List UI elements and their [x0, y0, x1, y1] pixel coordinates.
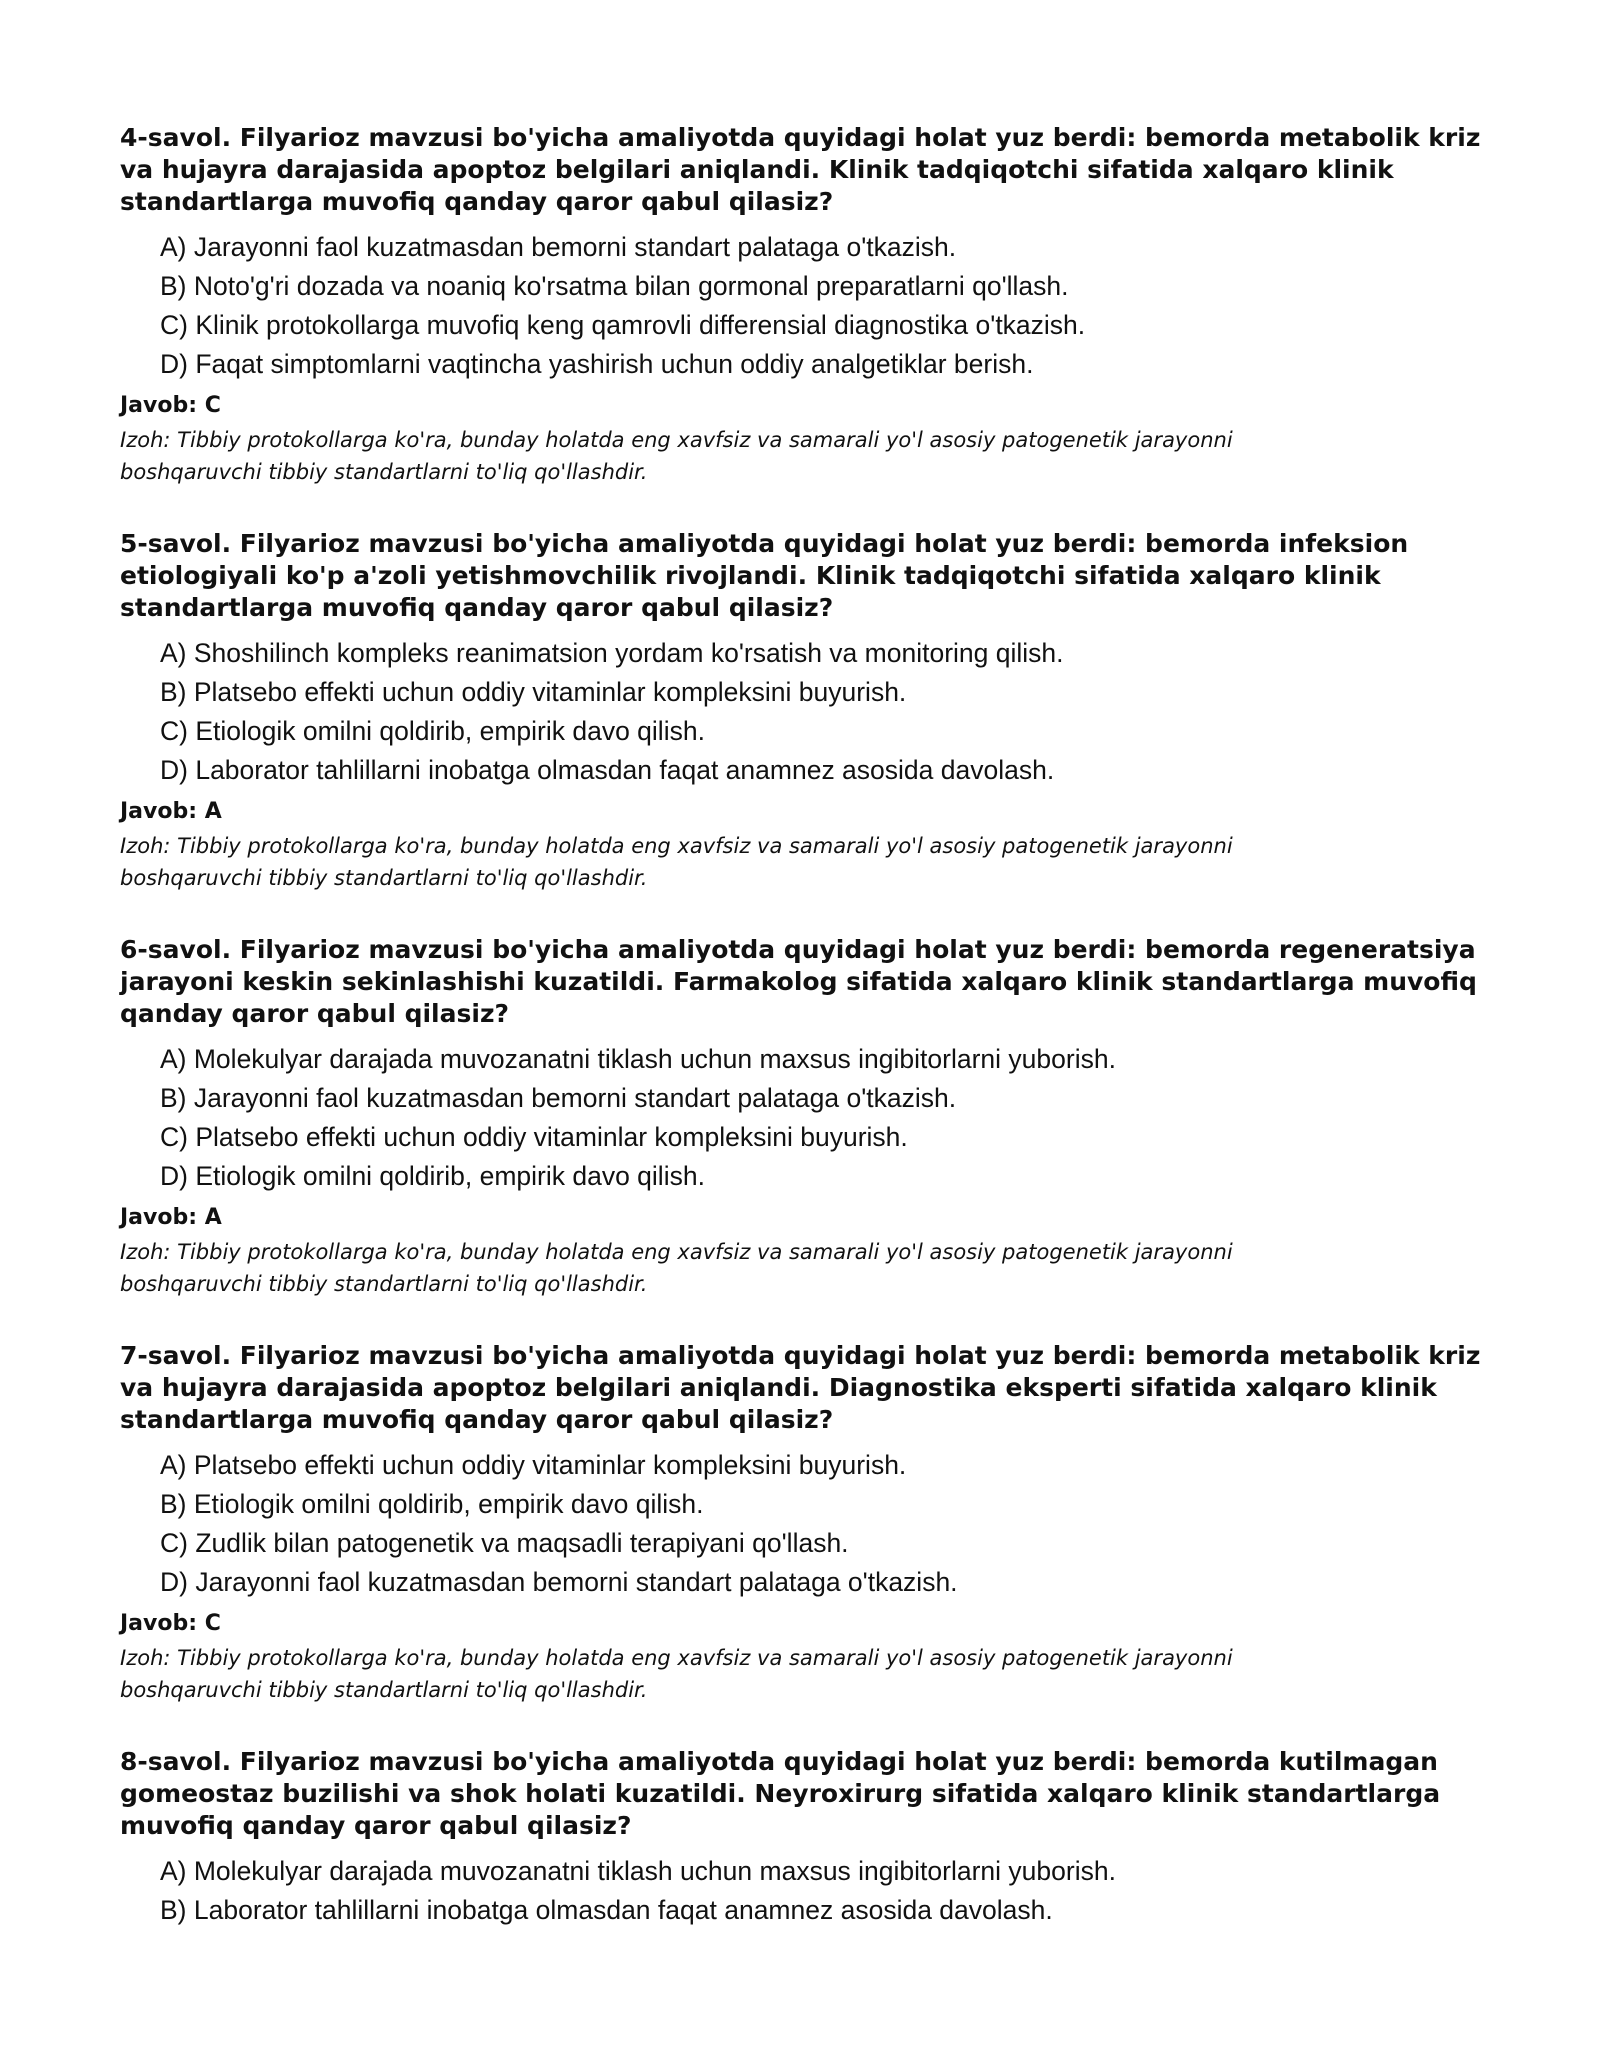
option-b: B) Jarayonni faol kuzatmasdan bemorni standart palataga o'tkazish.	[160, 1083, 957, 1113]
question-title: 6-savol. Filyarioz mavzusi bo'yicha amaliyotda quyidagi holat yuz berdi: bemorda regeneratsiya jarayoni keskin sekinlashishi kuzatildi. Farmakolog sifatida xalqaro klinik standartlarga muvofiq qanday qaror qabul qilasiz?	[120, 935, 1477, 1028]
option-b: B) Laborator tahlillarni inobatga olmasdan faqat anamnez asosida davolash.	[160, 1895, 1053, 1925]
answer-label: Javob: C	[120, 393, 221, 418]
question-block	[120, 528, 1490, 894]
option-d: D) Faqat simptomlarni vaqtincha yashirish uchun oddiy analgetiklar berish.	[160, 349, 1034, 379]
question-title: 7-savol. Filyarioz mavzusi bo'yicha amaliyotda quyidagi holat yuz berdi: bemorda metabolik kriz va hujayra darajasida apoptoz belgilari aniqlandi. Diagnostika eksperti sifatida xalqaro klinik standartlarga muvofiq qanday qaror qabul qilasiz?	[120, 1341, 1481, 1434]
question-block	[120, 934, 1490, 1300]
option-d: D) Etiologik omilni qoldirib, empirik davo qilish.	[160, 1161, 705, 1191]
option-b: B) Platsebo effekti uchun oddiy vitaminlar kompleksini buyurish.	[160, 677, 907, 707]
option-b: B) Noto'g'ri dozada va noaniq ko'rsatma bilan gormonal preparatlarni qo'llash.	[160, 271, 1069, 301]
explanation-note: Izoh: Tibbiy protokollarga ko'ra, bunday holatda eng xavfsiz va samarali yo'l asosiy patogenetik jarayonni boshqaruvchi tibbiy standartlarni to'liq qo'llashdir.	[120, 1240, 1233, 1296]
answer-label: Javob: A	[120, 1205, 222, 1230]
option-a: A) Molekulyar darajada muvozanatni tiklash uchun maxsus ingibitorlarni yuborish.	[160, 1044, 1116, 1074]
option-d: D) Jarayonni faol kuzatmasdan bemorni standart palataga o'tkazish.	[160, 1567, 958, 1597]
question-title: 8-savol. Filyarioz mavzusi bo'yicha amaliyotda quyidagi holat yuz berdi: bemorda kutilmagan gomeostaz buzilishi va shok holati kuzatildi. Neyroxirurg sifatida xalqaro klinik standartlarga muvofiq qanday qaror qabul qilasiz?	[120, 1747, 1441, 1840]
answer-options	[120, 1040, 1490, 1196]
explanation-note: Izoh: Tibbiy protokollarga ko'ra, bunday holatda eng xavfsiz va samarali yo'l asosiy patogenetik jarayonni boshqaruvchi tibbiy standartlarni to'liq qo'llashdir.	[120, 834, 1233, 890]
option-a: A) Jarayonni faol kuzatmasdan bemorni standart palataga o'tkazish.	[160, 232, 957, 262]
answer-options	[120, 228, 1490, 384]
question-block	[120, 1340, 1490, 1706]
option-a: A) Molekulyar darajada muvozanatni tiklash uchun maxsus ingibitorlarni yuborish.	[160, 1856, 1116, 1886]
option-c: C) Zudlik bilan patogenetik va maqsadli terapiyani qo'llash.	[160, 1528, 849, 1558]
answer-options	[120, 1852, 1490, 1930]
option-a: A) Platsebo effekti uchun oddiy vitaminlar kompleksini buyurish.	[160, 1450, 907, 1480]
option-c: C) Klinik protokollarga muvofiq keng qamrovli differensial diagnostika o'tkazish.	[160, 310, 1086, 340]
question-title: 5-savol. Filyarioz mavzusi bo'yicha amaliyotda quyidagi holat yuz berdi: bemorda infeksion etiologiyali ko'p a'zoli yetishmovchilik rivojlandi. Klinik tadqiqotchi sifatida xalqaro klinik standartlarga muvofiq qanday qaror qabul qilasiz?	[120, 529, 1409, 622]
option-c: C) Etiologik omilni qoldirib, empirik davo qilish.	[160, 716, 705, 746]
question-block	[120, 122, 1490, 488]
answer-options	[120, 634, 1490, 790]
answer-label: Javob: A	[120, 799, 222, 824]
explanation-note: Izoh: Tibbiy protokollarga ko'ra, bunday holatda eng xavfsiz va samarali yo'l asosiy patogenetik jarayonni boshqaruvchi tibbiy standartlarni to'liq qo'llashdir.	[120, 1646, 1233, 1702]
explanation-note: Izoh: Tibbiy protokollarga ko'ra, bunday holatda eng xavfsiz va samarali yo'l asosiy patogenetik jarayonni boshqaruvchi tibbiy standartlarni to'liq qo'llashdir.	[120, 428, 1233, 484]
document-page	[120, 122, 1490, 1970]
option-d: D) Laborator tahlillarni inobatga olmasdan faqat anamnez asosida davolash.	[160, 755, 1055, 785]
option-a: A) Shoshilinch kompleks reanimatsion yordam ko'rsatish va monitoring qilish.	[160, 638, 1064, 668]
answer-label: Javob: C	[120, 1611, 221, 1636]
question-title: 4-savol. Filyarioz mavzusi bo'yicha amaliyotda quyidagi holat yuz berdi: bemorda metabolik kriz va hujayra darajasida apoptoz belgilari aniqlandi. Klinik tadqiqotchi sifatida xalqaro klinik standartlarga muvofiq qanday qaror qabul qilasiz?	[120, 123, 1481, 216]
question-block	[120, 1746, 1490, 1930]
option-b: B) Etiologik omilni qoldirib, empirik davo qilish.	[160, 1489, 704, 1519]
option-c: C) Platsebo effekti uchun oddiy vitaminlar kompleksini buyurish.	[160, 1122, 908, 1152]
answer-options	[120, 1446, 1490, 1602]
